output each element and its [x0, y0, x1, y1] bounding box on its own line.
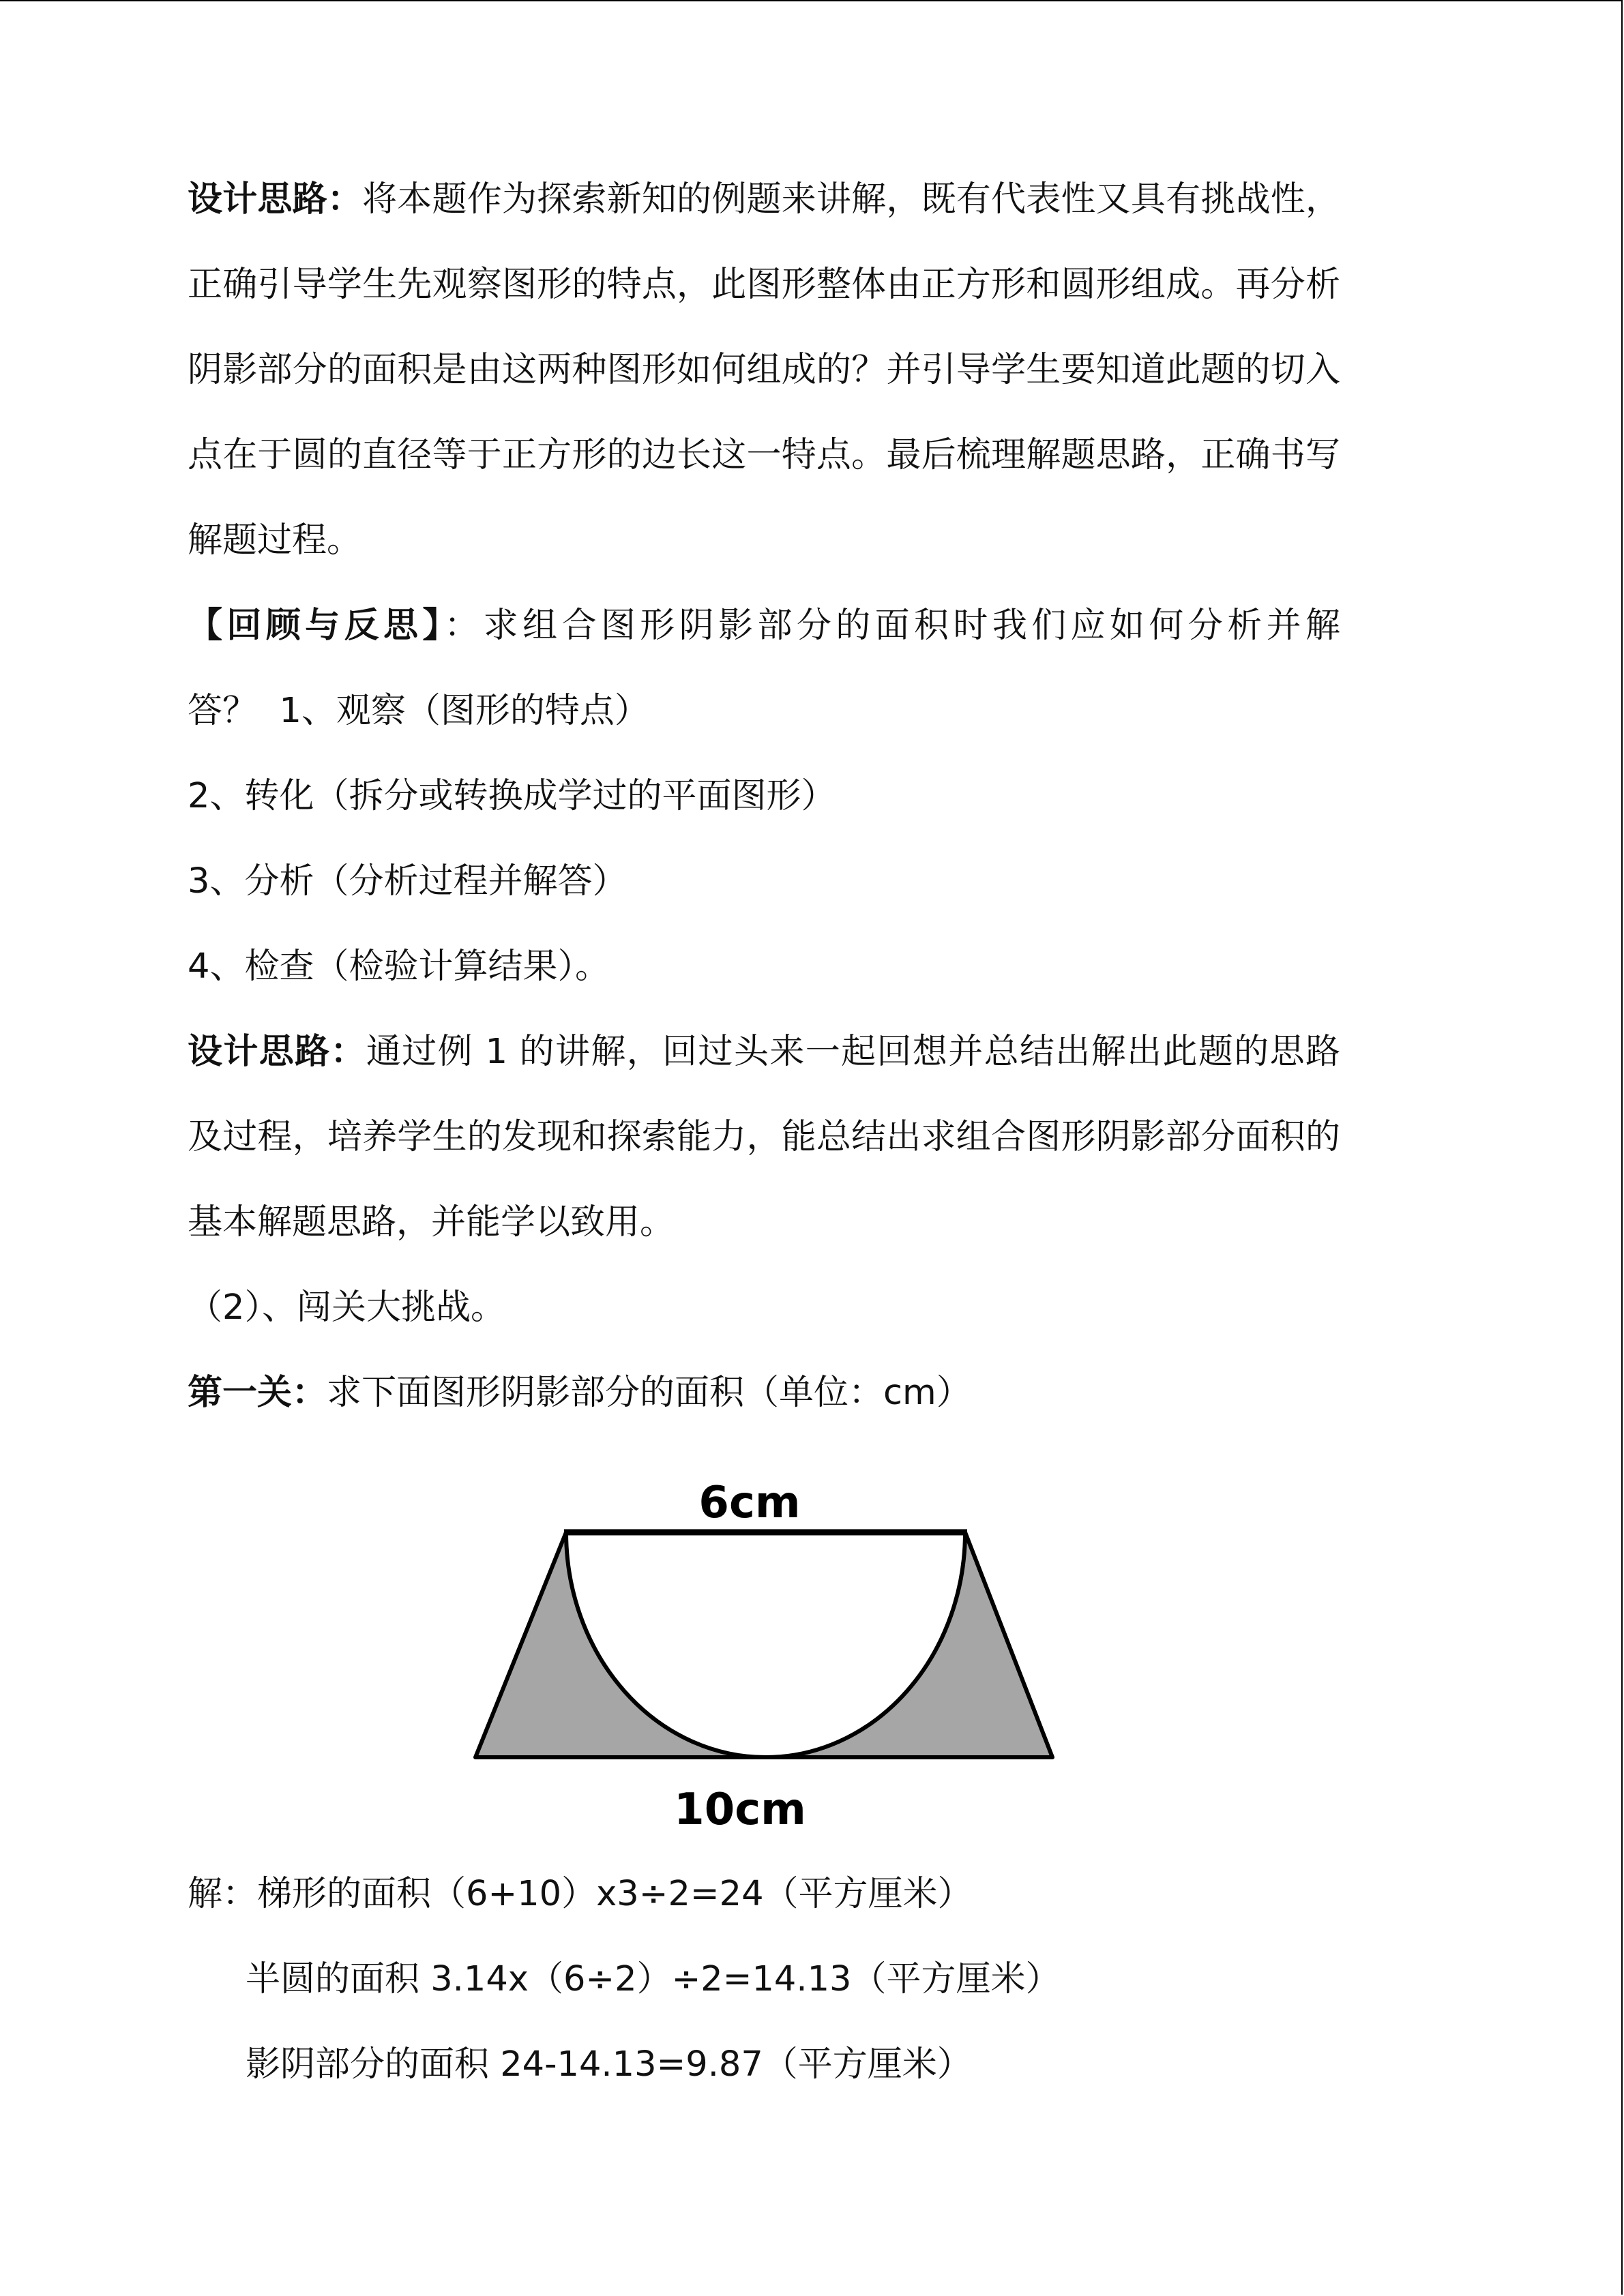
design-idea-text-2: 通过例 1 的讲解，回过头来一起回想并总结出解出此题的思路及过程，培养学生的发现和探索能力，能总结出求组合图形阴影部分面积的基本解题思路，并能学以致用。	[188, 1032, 1340, 1242]
solution-semicircle-area: 半圆的面积 3.14x（6÷2）÷2=14.13（平方厘米）	[246, 1959, 1061, 1999]
design-idea-paragraph-2	[188, 1009, 1340, 1265]
design-idea-label-2: 设计思路：	[188, 1032, 366, 1072]
level-one-line	[188, 1350, 1340, 1435]
review-paragraph	[188, 583, 1340, 754]
design-idea-label-1: 设计思路：	[188, 179, 363, 220]
challenge-title: （2）、闯关大挑战。	[188, 1287, 505, 1328]
design-idea-paragraph-1	[188, 157, 1340, 583]
trapezoid-diagram	[188, 1442, 1340, 1851]
top-base-label: 6cm	[698, 1478, 801, 1528]
document-body	[188, 157, 1340, 2107]
level-one-label: 第一关：	[188, 1373, 327, 1413]
design-idea-text-1: 将本题作为探索新知的例题来讲解，既有代表性又具有挑战性，正确引导学生先观察图形的特点，此图形整体由正方形和圆形组成。再分析阴影部分的面积是由这两种图形如何组成的？并引导学生要知道此题的切入点在于圆的直径等于正方形的边长这一特点。最后梳理解题思路，正确书写解题过程。	[188, 179, 1340, 561]
solution-line-1	[188, 1851, 1340, 1937]
review-step-3: 3、分析（分析过程并解答）	[188, 861, 628, 901]
review-step-1: 1、观察（图形的特点）	[279, 691, 649, 731]
bottom-base-label: 10cm	[674, 1785, 806, 1835]
review-step-2: 2、转化（拆分或转换成学过的平面图形）	[188, 776, 836, 816]
level-one-text: 求下面图形阴影部分的面积（单位：cm）	[327, 1373, 971, 1413]
review-step-4: 4、检查（检验计算结果）。	[188, 946, 610, 987]
solution-trapezoid-area: 梯形的面积（6+10）x3÷2=24（平方厘米）	[257, 1874, 973, 1914]
trapezoid-figure	[188, 1442, 1340, 1851]
solution-prefix: 解：	[188, 1874, 258, 1914]
review-label: 【回顾与反思】	[188, 606, 445, 646]
solution-shaded-area: 影阴部分的面积 24-14.13=9.87（平方厘米）	[246, 2044, 972, 2085]
review-intro: ：求组合图形阴影部分的面积时我们应如何分析并解答？	[188, 606, 1340, 731]
